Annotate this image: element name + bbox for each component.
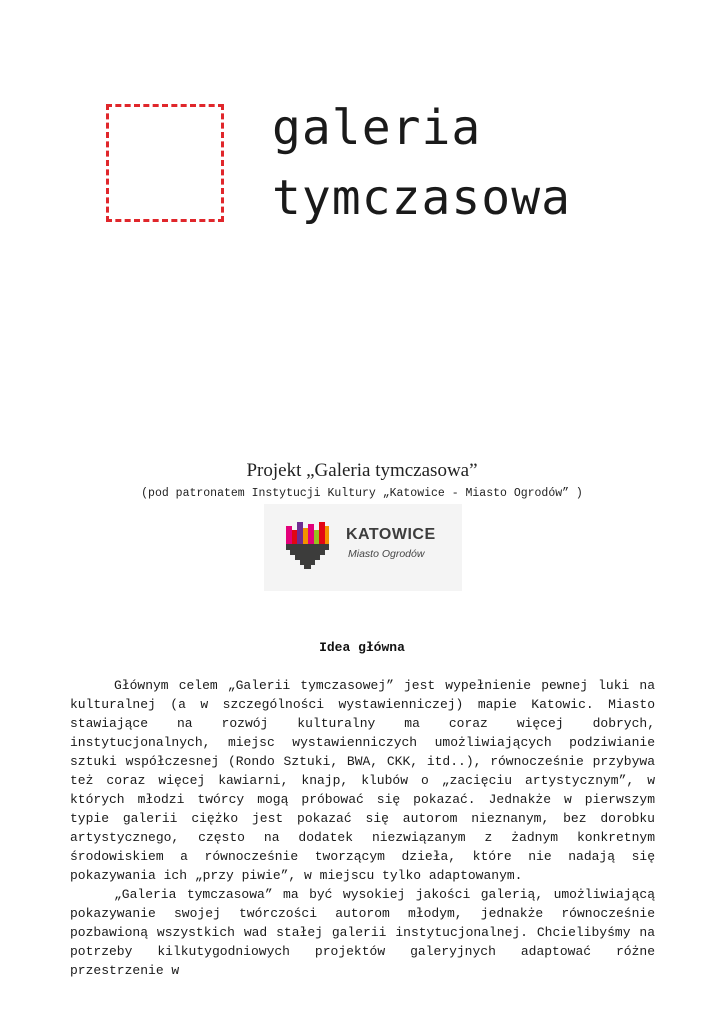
- logo-dashed-square: [106, 104, 224, 222]
- logo-text-line1: galeria: [272, 100, 482, 156]
- paragraph: „Galeria tymczasowa” ma być wysokiej jakości galerią, umożliwiającą pokazywanie swojej twórczości autorom młodym, jednakże równocześnie pozbawioną wszystkich wad stałej galerii instytucjonalnej. Chcielibyśmy na potrzeby kilkutygodniowych projektów galeryjnych adaptować różne przestrzenie w: [70, 887, 655, 978]
- body-text: [70, 676, 655, 980]
- project-title: Projekt „Galeria tymczasowa”: [246, 460, 478, 481]
- section-heading: Idea główna: [319, 640, 405, 655]
- katowice-logo: [264, 504, 462, 591]
- logo-text-line2: tymczasowa: [272, 170, 571, 226]
- patronage-note: (pod patronatem Instytucji Kultury „Katowice - Miasto Ogrodów” ): [141, 487, 583, 500]
- katowice-logo-name: KATOWICE: [346, 526, 436, 543]
- paragraph: Głównym celem „Galerii tymczasowej” jest wypełnienie pewnej luki na kulturalnej (a w szczególności wystawienniczej) mapie Katowic. Miasto stawiające na rozwój kulturalny ma coraz więcej dobrych, instytucjonalnych, miejsc wystawienniczych umożliwiających podziwianie sztuki współczesnej (Rondo Sztuki, BWA, CKK, itd..), równocześnie przybywa też coraz więcej kawiarni, knajp, klubów o „zacięciu artystycznym”, w których młodzi twórcy mogą próbować się pokazać. Jednakże w pierwszym typie galerii ciężko jest pokazać się autorom nieznanym, bez dorobku artystycznego, często na dodatek niezwiązanym z żadnym konkretnym środowiskiem a równocześnie tworzącym dzieła, które nie nadają się pokazywania ich „przy piwie”, w miejscu tylko adaptowanym.: [70, 678, 655, 883]
- katowice-logo-subtitle: Miasto Ogrodów: [348, 548, 425, 560]
